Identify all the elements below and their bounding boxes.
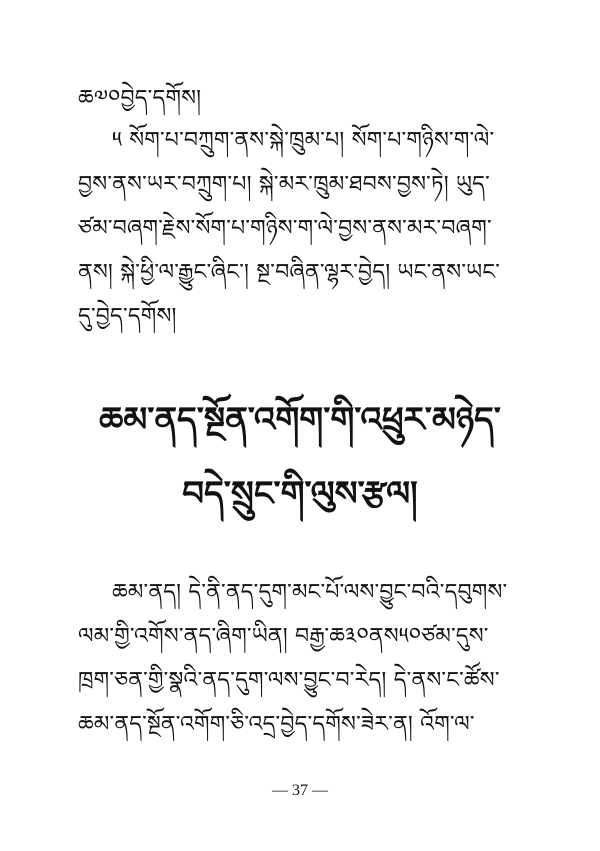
section-end-heading: ཆ༧༠བྱེད་དགོས།: [78, 86, 202, 111]
paragraph-line: བྱས་ནས་ཡར་བཀྲུག་པ། སྐེ་མར་ཁྲུམ་ཐབས་བྱས་ཏེ། ཡུད་: [78, 172, 490, 197]
body-line: ཆམ་ནད། དེ་ནི་ནད་དུག་མང་པོ་ལས་བྱུང་བའི་དབུགས་: [112, 580, 508, 605]
paragraph-line: ༥ སོག་པ་བཀྲུག་ནས་སྐེ་ཁྲུམ་པ། སོག་པ་གཉིས་ག་ལེ་: [112, 128, 495, 153]
paragraph-line: ནས། སྐེ་ཕྱི་ལ་རྒྱུང་ཞིང་། སྔ་བཞིན་ལྷར་བྱེད། ཡང་ནས་ཡང་: [78, 260, 501, 285]
chapter-title-line-1: ཆམ་ནད་སྔོན་འགོག་གི་འཕྲུར་མཉེད་: [99, 400, 501, 440]
page-number: — 37 —: [272, 782, 328, 799]
body-line: ཆམ་ནད་སྔོན་འགོག་ཅི་འདྲ་བྱེད་དགོས་ཟེར་ན། འོག་ལ་: [78, 712, 475, 737]
paragraph-line: ཙམ་བཞག་རྗེས་སོག་པ་གཉིས་ག་ལེ་བྱས་ནས་མར་བཞག་: [78, 216, 492, 241]
paragraph-line: དུ་བྱེད་དགོས།: [78, 304, 177, 329]
body-line: ལམ་གྱི་འགོས་ནད་ཞིག་ཡིན། བརྒྱ་ཆ༣༠ནས༥༠ཙམ་དུས་: [78, 624, 489, 649]
body-line: ཁྲག་ཅན་གྱི་སྣའི་ནད་དུག་ལས་བྱུང་བ་རེད། དེ་ནས་ང་ཚོས་: [78, 668, 500, 693]
chapter-title-line-2: བདེ་སྲུང་གི་ལུས་རྩལ།: [182, 474, 418, 514]
